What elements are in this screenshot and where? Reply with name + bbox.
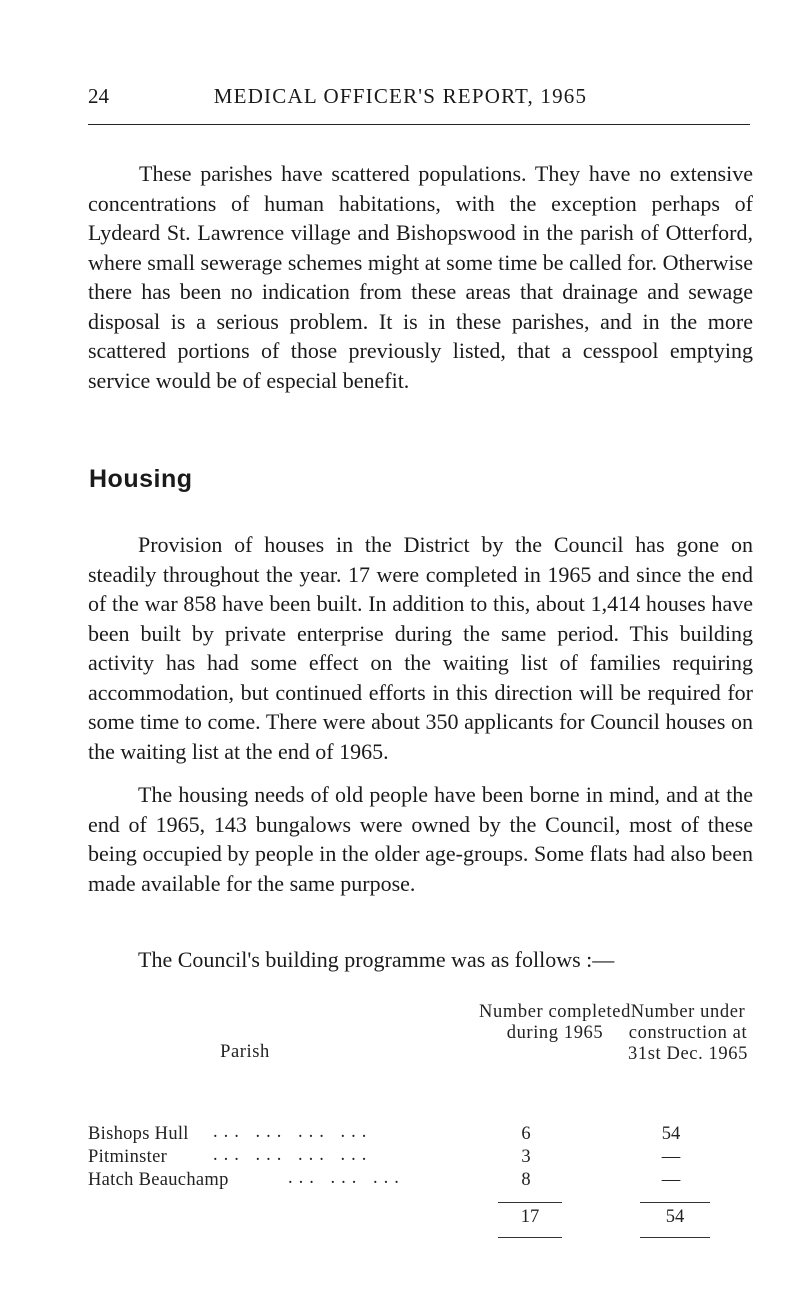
total-rule-bottom [640, 1237, 710, 1238]
page-number: 24 [88, 84, 109, 108]
paragraph-text: The housing needs of old people have been borne in mind, and at the end of 1965, 143 bungalows were owned by the Council, most of these being occupied by people in the older age-groups. Some flats had also been made available for the same purpose. [88, 782, 753, 896]
paragraph-housing-provision [88, 530, 753, 766]
total-under-construction: 54 [665, 1207, 685, 1227]
column-header-line: construction at [628, 1023, 748, 1043]
row-completed: 3 [521, 1147, 531, 1167]
column-header-line: Number under [630, 1002, 746, 1022]
leader-dots: ... ... ... ... [213, 1122, 373, 1142]
running-title: MEDICAL OFFICER'S REPORT, 1965 [213, 84, 588, 108]
column-header-under-construction [608, 1002, 768, 1065]
paragraph-text: The Council's building programme was as follows :— [138, 947, 615, 972]
paragraph-old-people [88, 780, 753, 898]
table-row [88, 1170, 768, 1192]
paragraph-scattered-populations [88, 159, 753, 395]
page-header [0, 82, 801, 122]
row-parish: Pitminster [88, 1147, 168, 1167]
table-row [88, 1124, 768, 1146]
total-rule-bottom [498, 1237, 562, 1238]
column-header-line: Number completed [479, 1002, 631, 1022]
paragraph-building-programme [88, 945, 753, 975]
table-row [88, 1147, 768, 1169]
paragraph-text: Provision of houses in the District by the Council has gone on steadily throughout the year. 17 were completed in 1965 and since the end of the war 858 have been built. In addition to this, about 1,414 houses have been built by private enterprise during the same period. This building activity has had some effect on the waiting list of families requiring accommodation, but continued efforts in this direction will be required for some time to come. There were about 350 applicants for Council houses on the waiting list at the end of 1965. [88, 532, 753, 764]
leader-dots: ... ... ... ... [213, 1145, 373, 1165]
leader-dots: ... ... ... [288, 1168, 405, 1188]
row-under-construction: — [661, 1147, 681, 1167]
header-rule [88, 124, 750, 125]
column-header-line: 31st Dec. 1965 [628, 1044, 748, 1064]
column-header-line: during 1965 [506, 1023, 604, 1043]
row-completed: 8 [521, 1170, 531, 1190]
row-completed: 6 [521, 1124, 531, 1144]
row-parish: Bishops Hull [88, 1124, 189, 1144]
total-rule-top [498, 1202, 562, 1203]
paragraph-text: These parishes have scattered populations. They have no extensive concentrations of human habitations, with the exception perhaps of Lydeard St. Lawrence village and Bishopswood in the parish of Otterford, where small sewerage schemes might at some time be called for. Otherwise there has been no indication from these areas that drainage and sewage disposal is a serious problem. It is in these parishes, and in the more scattered portions of those previously listed, that a cesspool emptying service would be of especial benefit. [88, 161, 753, 393]
total-rule-top [640, 1202, 710, 1203]
row-under-construction: — [661, 1170, 681, 1190]
row-parish: Hatch Beauchamp [88, 1170, 229, 1190]
total-completed: 17 [520, 1207, 540, 1227]
column-header-parish: Parish [220, 1042, 270, 1062]
row-under-construction: 54 [661, 1124, 681, 1144]
section-heading-housing: Housing [89, 465, 193, 493]
